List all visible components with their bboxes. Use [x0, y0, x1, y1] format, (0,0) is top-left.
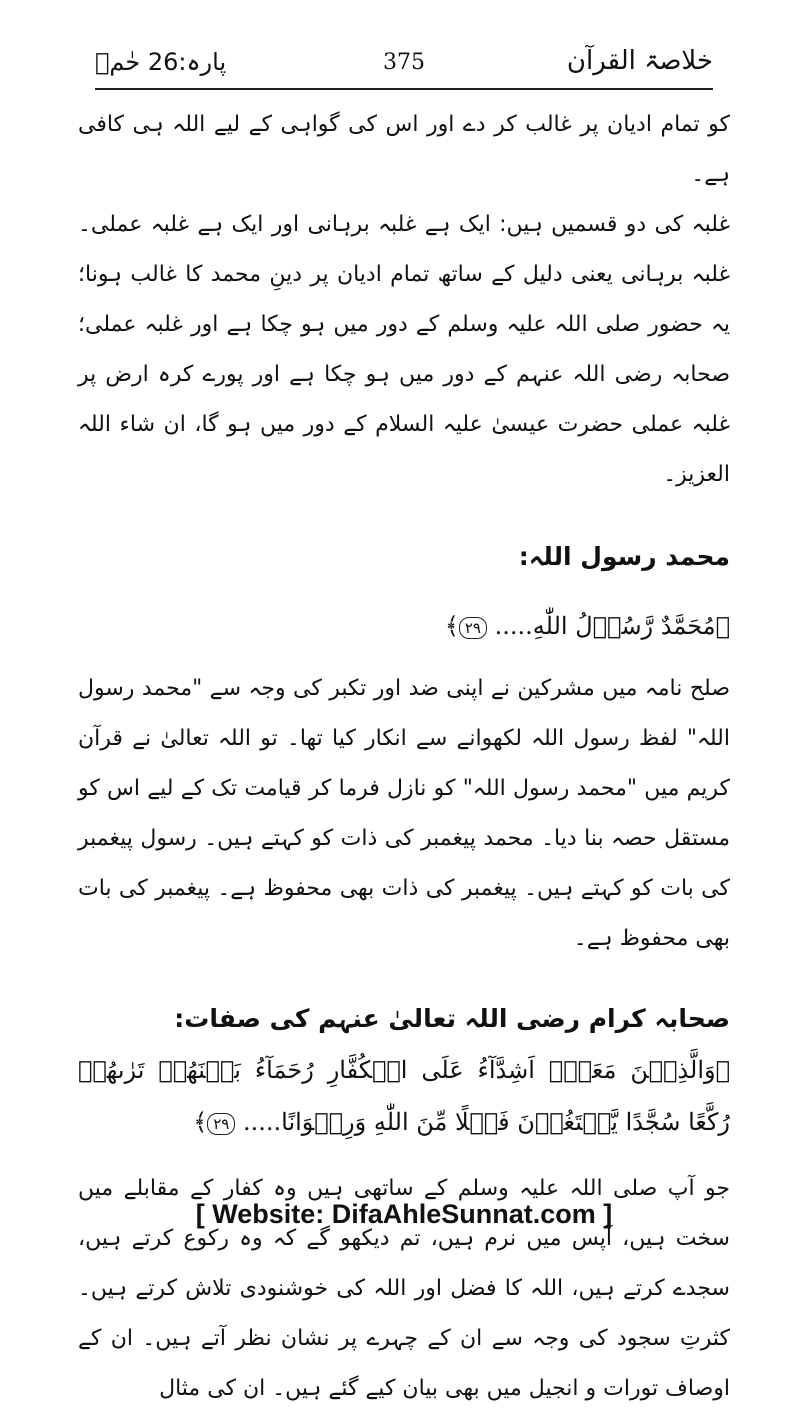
- website-footer: [ Website: DifaAhleSunnat.com ]: [195, 1199, 613, 1229]
- ayah-number-marker: ۲۹: [459, 617, 487, 639]
- heading-muhammad-rasool: محمد رسول اللہ:: [518, 542, 730, 571]
- ayah-2-text: ﴿وَالَّذِيۡنَ مَعَهٗۤ اَشِدَّآءُ عَلَى الۡكُفَّارِ رُحَمَآءُ بَيۡنَهُمۡ تَرٰٮهُمۡ رُكَّعًا سُجَّدًا يَّبۡتَغُوۡنَ فَضۡلًا مِّنَ اللّٰهِ وَرِضۡوَانًا.....: [78, 1056, 730, 1136]
- page-number: 375: [383, 50, 425, 75]
- paragraph-2: غلبہ کی دو قسمیں ہیں: ایک ہے غلبہ برہانی اور ایک ہے غلبہ عملی۔ غلبہ برہانی یعنی دلیل کے ساتھ تمام ادیان پر دینِ محمد کا غالب ہونا؛ یہ حضور صلی اللہ علیہ وسلم کے دور میں ہو چکا ہے اور غلبہ عملی؛ صحابہ رضی اللہ عنہم کے دور میں ہو چکا ہے اور پورے کرہ ارض پر غلبہ عملی حضرت عیسیٰ علیہ السلام کے دور میں ہو گا، ان شاء اللہ العزیز۔: [78, 212, 730, 487]
- ayah-1-text: ﴿مُحَمَّدٌ رَّسُوۡلُ اللّٰهِ.....: [487, 612, 730, 640]
- paragraph-3: صلح نامہ میں مشرکین نے اپنی ضد اور تکبر کی وجہ سے "محمد رسول اللہ" لفظ رسول اللہ لکھوانے سے انکار کیا تھا۔ تو اللہ تعالیٰ نے قرآن کریم میں "محمد رسول اللہ" کو نازل فرما کر قیامت تک کے لیے اس کو مستقل حصہ بنا دیا۔ محمد پیغمبر کی ذات کو کہتے ہیں۔ رسول پیغمبر کی بات کو کہتے ہیں۔ پیغمبر کی ذات بھی محفوظ ہے۔ پیغمبر کی بات بھی محفوظ ہے۔: [78, 676, 730, 951]
- heading-sahaba-sifaat: صحابہ کرام رضی اللہ تعالیٰ عنہم کی صفات:: [174, 1004, 730, 1033]
- book-title: خلاصۃ القرآن: [566, 46, 713, 76]
- ayah-1-close: ﴾: [444, 612, 459, 640]
- paragraph-4: جو آپ صلی اللہ علیہ وسلم کے ساتھی ہیں وہ کفار کے مقابلے میں سخت ہیں، آپس میں نرم ہیں، تم دیکھو گے کہ وہ رکوع کرتے ہیں، سجدے کرتے ہیں، اللہ کا فضل اور اللہ کی خوشنودی تلاش کرتے ہیں۔ کثرتِ سجود کی وجہ سے ان کے چہرے پر نشان نظر آتے ہیں۔ ان کے اوصاف تورات و انجیل میں بھی بیان کیے گئے ہیں۔ ان کی مثال: [78, 1176, 730, 1401]
- para-label: پارہ:26 حٰمۗ: [95, 48, 227, 76]
- ayah-1: [78, 600, 730, 652]
- ayah-2: [78, 1044, 730, 1148]
- ayah-number-marker: ۲۹: [207, 1113, 235, 1135]
- ayah-2-close: ﴾: [193, 1108, 208, 1136]
- page-header: [95, 40, 713, 90]
- paragraph-1: کو تمام ادیان پر غالب کر دے اور اس کی گواہی کے لیے اللہ ہی کافی ہے۔: [78, 112, 730, 187]
